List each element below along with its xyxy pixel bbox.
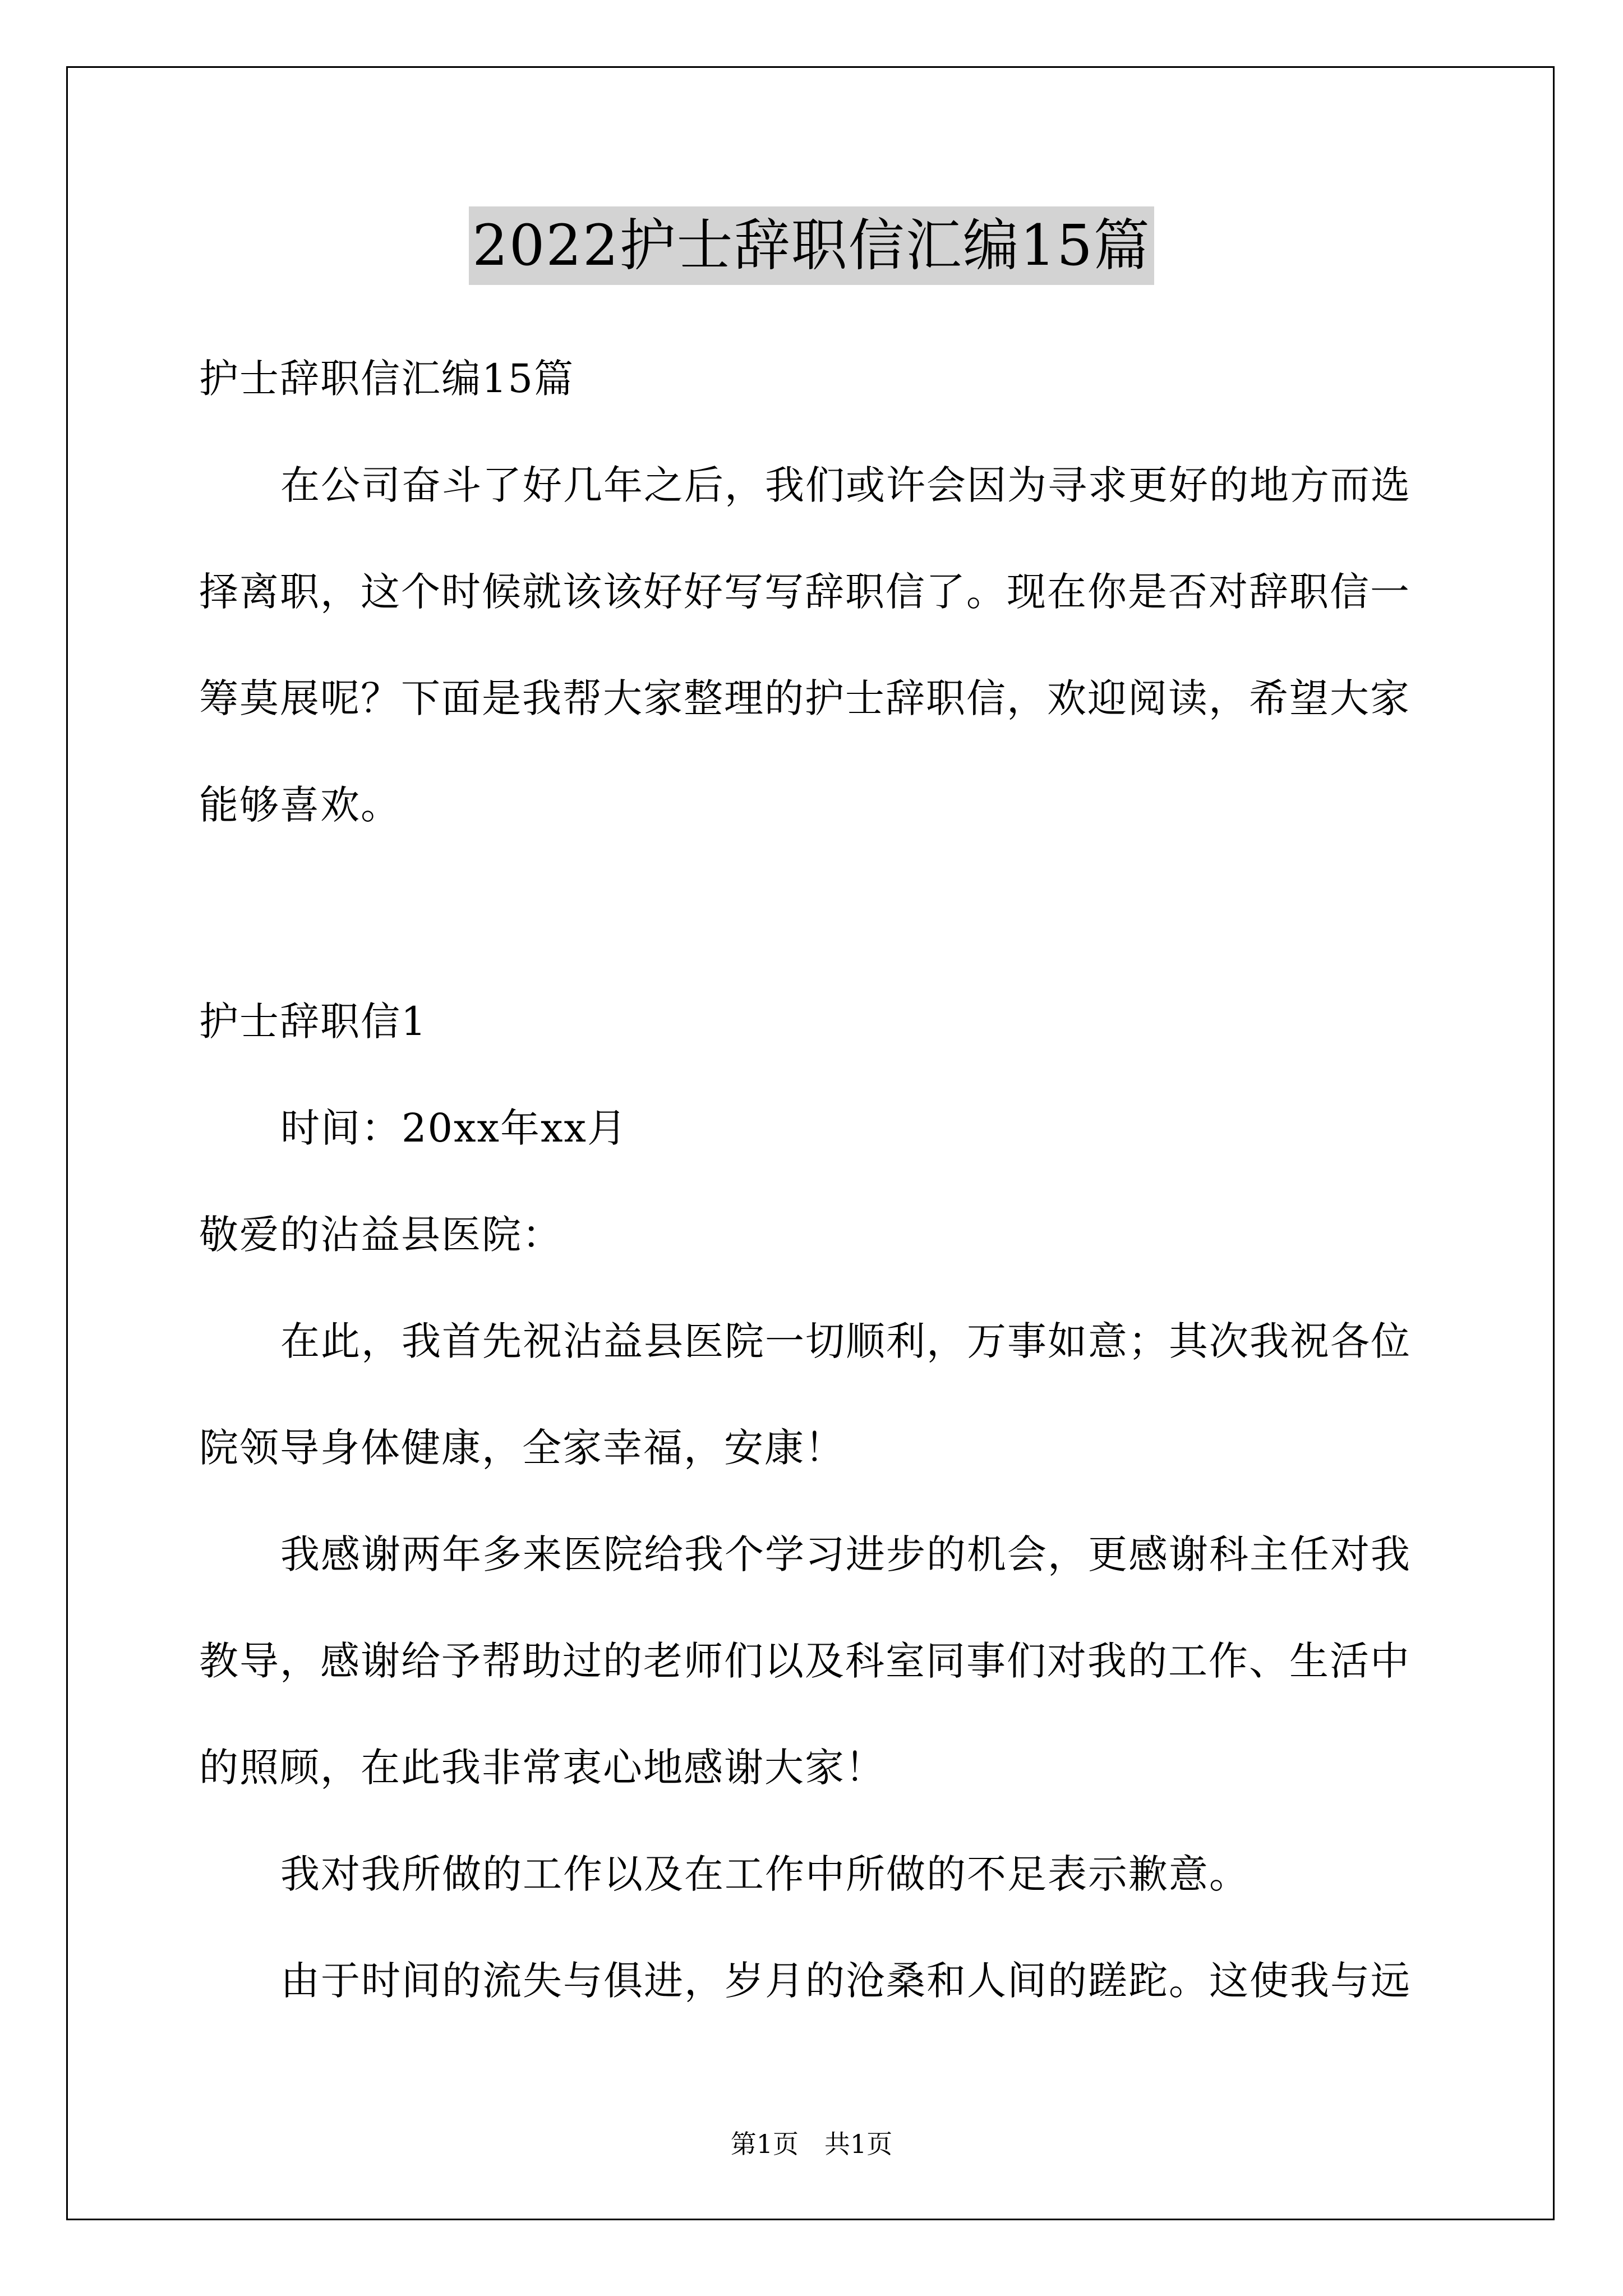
page-number-total: 共1页 — [824, 2129, 893, 2159]
salutation: 敬爱的沾益县医院： — [199, 1212, 562, 1258]
page-footer — [0, 2127, 1623, 2161]
body-line: 由于时间的流失与俱进，岁月的沧桑和人间的蹉跎。这使我与远 — [280, 1958, 1411, 2004]
section-heading: 护士辞职信1 — [199, 999, 427, 1045]
intro-line: 在公司奋斗了好几年之后，我们或许会因为寻求更好的地方而选 — [280, 462, 1411, 508]
intro-line: 能够喜欢。 — [199, 782, 401, 828]
subtitle: 护士辞职信汇编15篇 — [199, 356, 575, 402]
title-container — [0, 206, 1623, 285]
body-line: 我感谢两年多来医院给我个学习进步的机会，更感谢科主任对我 — [280, 1531, 1411, 1577]
page-number-current: 第1页 — [730, 2129, 799, 2159]
time-line: 时间：20xx年xx月 — [280, 1105, 628, 1151]
body-line: 院领导身体健康，全家幸福，安康！ — [199, 1425, 845, 1471]
body-line: 教导，感谢给予帮助过的老师们以及科室同事们对我的工作、生活中 — [199, 1638, 1410, 1684]
document-title: 2022护士辞职信汇编15篇 — [469, 206, 1154, 285]
body-line: 我对我所做的工作以及在工作中所做的不足表示歉意。 — [280, 1851, 1249, 1897]
body-line: 的照顾，在此我非常衷心地感谢大家！ — [199, 1745, 886, 1791]
intro-line: 择离职，这个时候就该该好好写写辞职信了。现在你是否对辞职信一 — [199, 569, 1410, 615]
intro-line: 筹莫展呢？下面是我帮大家整理的护士辞职信，欢迎阅读，希望大家 — [199, 675, 1410, 721]
body-line: 在此，我首先祝沾益县医院一切顺利，万事如意；其次我祝各位 — [280, 1318, 1411, 1364]
